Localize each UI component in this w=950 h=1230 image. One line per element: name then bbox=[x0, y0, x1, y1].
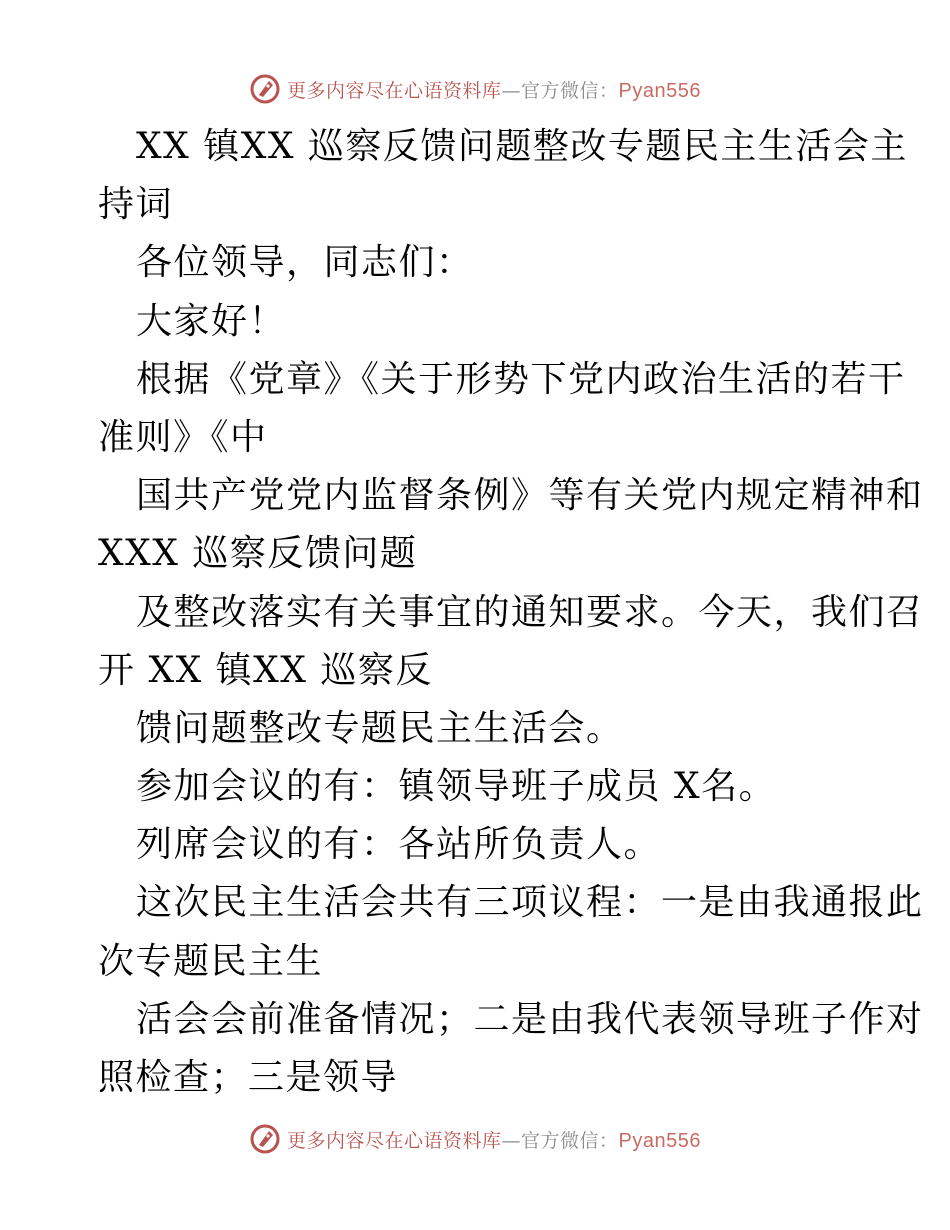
footer-banner-brand: 更多内容尽在心语资料库 bbox=[287, 1129, 502, 1152]
text-line: 这次民主生活会共有三项议程：一是由我通报此 bbox=[136, 882, 924, 924]
text-line: 准则》《中 bbox=[98, 416, 268, 458]
text-line: 及整改落实有关事宜的通知要求。今天，我们召 bbox=[136, 591, 924, 633]
pen-nib-logo-icon bbox=[249, 1123, 281, 1155]
header-banner-brand: 更多内容尽在心语资料库 bbox=[287, 79, 502, 102]
text-line: XX 镇XX 巡察反馈问题整改专题民主生活会主 bbox=[136, 126, 908, 167]
text-line: 各位领导，同志们： bbox=[136, 242, 474, 284]
footer-banner-rest: —官方微信： bbox=[501, 1129, 619, 1152]
text-line: 大家好！ bbox=[136, 300, 287, 342]
pen-nib-logo-icon bbox=[249, 73, 281, 105]
header-banner-id: Pyan556 bbox=[618, 79, 701, 102]
footer-watermark-banner bbox=[0, 1121, 950, 1157]
text-line: 持词 bbox=[98, 184, 174, 226]
text-line: 次专题民主生 bbox=[98, 940, 324, 982]
header-banner-text bbox=[287, 76, 701, 103]
header-watermark-banner bbox=[0, 71, 950, 107]
footer-banner-id: Pyan556 bbox=[618, 1129, 701, 1152]
text-line: 根据《党章》《关于形势下党内政治生活的若干 bbox=[136, 358, 906, 400]
text-line: 活会会前准备情况；二是由我代表领导班子作对 bbox=[136, 998, 924, 1040]
document-body bbox=[98, 118, 924, 1107]
text-line: 列席会议的有：各站所负责人。 bbox=[136, 824, 662, 866]
text-line: 馈问题整改专题民主生活会。 bbox=[136, 707, 624, 749]
text-line: 国共产党党内监督条例》等有关党内规定精神和 bbox=[136, 475, 924, 517]
text-line: XXX 巡察反馈问题 bbox=[98, 533, 418, 575]
text-line: 开 XX 镇XX 巡察反 bbox=[98, 649, 433, 691]
text-line: 照检查；三是领导 bbox=[98, 1057, 399, 1098]
text-line: 参加会议的有：镇领导班子成员 X名。 bbox=[136, 766, 777, 808]
header-banner-rest: —官方微信： bbox=[501, 79, 619, 102]
footer-banner-text bbox=[287, 1126, 701, 1153]
